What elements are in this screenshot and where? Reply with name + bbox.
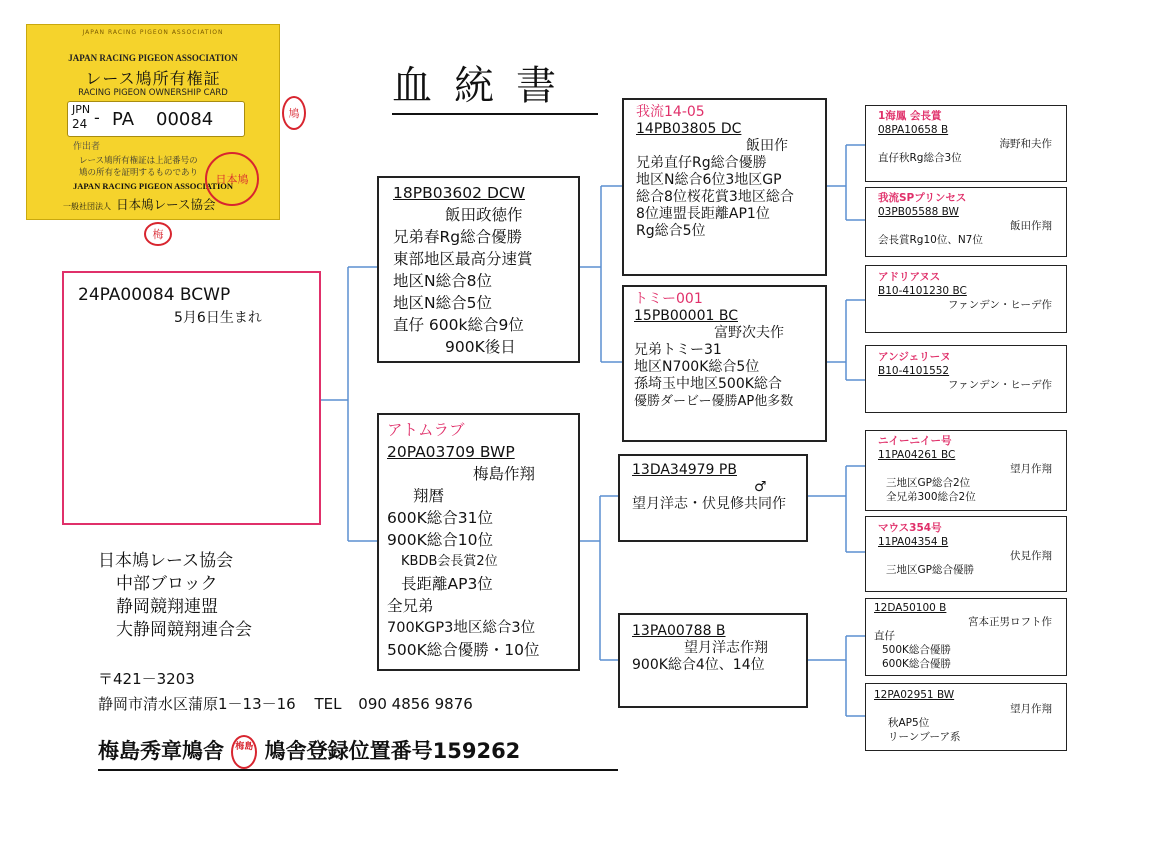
- owner-tel-label: TEL: [314, 695, 342, 713]
- sds-ring: B10-4101230 BC: [878, 285, 967, 297]
- card-assoc-en-bottom: JAPAN RACING PIGEON ASSOCIATION: [72, 181, 234, 191]
- card-assoc-en-top: JAPAN RACING PIGEON ASSOCIATION: [68, 53, 238, 63]
- dss-ring: 11PA04261 BC: [878, 449, 956, 461]
- dam-line-4: KBDB会長賞2位: [401, 554, 498, 569]
- ssd-ring: 03PB05588 BW: [878, 206, 959, 218]
- dam-sire-ring: 13DA34979 PB: [632, 462, 737, 478]
- sire-line-2: 東部地区最高分速賞: [393, 250, 533, 268]
- sire-line-5: 直仔 600k総合9位: [393, 316, 524, 334]
- card-border-text: JAPAN RACING PIGEON ASSOCIATION: [82, 29, 224, 36]
- card-note-2: 鳩の所有を証明するものであり: [79, 168, 199, 178]
- main-birth: 5月6日生まれ: [174, 310, 262, 326]
- card-seal-stamp: 日本鳩: [205, 152, 259, 206]
- card-ring-country: JPN: [72, 103, 91, 116]
- sss-name: 1海鳳 会長賞: [878, 110, 942, 122]
- card-assoc-prefix: 一般社団法人: [63, 202, 111, 211]
- card-author-label: 作出者: [73, 142, 101, 152]
- card-assoc-jp: 日本鳩レース協会: [116, 197, 216, 212]
- dds-line-3: 600K総合優勝: [882, 658, 951, 670]
- sdd-box: [865, 345, 1067, 413]
- dam-box: [377, 413, 580, 671]
- document-title: 血統書: [392, 63, 578, 109]
- dam-line-3: 900K総合10位: [387, 531, 493, 549]
- dds-breeder: 宮本正男ロフト作: [968, 616, 1052, 628]
- main-pigeon-box: [62, 271, 321, 525]
- dds-box: [865, 598, 1067, 676]
- sire-sire-ring: 14PB03805 DC: [636, 121, 742, 137]
- dam-dam-breeder: 望月洋志作翔: [684, 640, 768, 656]
- main-ring: 24PA00084 BCWP: [78, 285, 231, 305]
- sire-sire-name: 我流14-05: [636, 104, 705, 120]
- sire-dam-line-2: 地区N700K総合5位: [634, 359, 760, 375]
- dam-line-8: 500K総合優勝・10位: [387, 641, 540, 659]
- sdd-breeder: ファンデン・ヒーデ作: [947, 379, 1052, 391]
- sire-line-4: 地区N総合5位: [393, 294, 492, 312]
- card-title-en: RACING PIGEON OWNERSHIP CARD: [78, 88, 228, 98]
- document-title-block: [392, 54, 598, 115]
- sss-breeder: 海野和夫作: [999, 138, 1052, 150]
- sire-sire-line-3: 総合8位桜花賞3地区総合: [636, 189, 794, 205]
- dsd-ring: 11PA04354 B: [878, 536, 949, 548]
- dam-sire-box: [618, 454, 808, 542]
- sire-sire-line-1: 兄弟直仔Rg総合優勝: [636, 155, 767, 171]
- sss-line: 直仔秋Rg総合3位: [878, 152, 962, 164]
- dds-ring: 12DA50100 B: [874, 602, 947, 614]
- dam-dam-box: [618, 613, 808, 708]
- loft-seal: 梅島: [231, 735, 257, 769]
- dam-name: アトムラブ: [387, 421, 465, 439]
- dam-dam-ring: 13PA00788 B: [632, 623, 726, 639]
- sire-sire-line-5: Rg総合5位: [636, 223, 706, 239]
- card-ring-field: [67, 101, 245, 137]
- sire-dam-line-4: 優勝ダービー優勝AP他多数: [634, 394, 794, 409]
- ssd-box: [865, 187, 1067, 257]
- sire-sire-box: [622, 98, 827, 276]
- dss-line-1: 三地区GP総合2位: [886, 477, 971, 489]
- dam-ring: 20PA03709 BWP: [387, 443, 515, 461]
- sds-name: アドリアヌス: [878, 271, 941, 283]
- loft-name: 梅島秀章鳩舎: [98, 739, 224, 763]
- card-ring-number: 00084: [156, 109, 214, 130]
- sire-dam-ring: 15PB00001 BC: [634, 308, 738, 324]
- dss-line-2: 全兄弟300総合2位: [886, 491, 976, 503]
- sss-box: [865, 105, 1067, 182]
- sire-line-3: 地区N総合8位: [393, 272, 492, 290]
- owner-address-line: [98, 693, 473, 714]
- owner-tel: 090 4856 9876: [358, 695, 473, 713]
- ddd-ring: 12PA02951 BW: [874, 689, 955, 701]
- dss-breeder: 望月作翔: [1010, 463, 1052, 475]
- sire-sire-breeder: 飯田作: [746, 138, 788, 154]
- card-side-stamp: 鳩: [282, 96, 306, 130]
- sire-box: [377, 176, 580, 363]
- owner-affiliation: [98, 550, 252, 642]
- owner-league: 静岡競翔連盟: [116, 597, 218, 617]
- sire-ring: 18PB03602 DCW: [393, 184, 526, 202]
- card-note-1: レース鳩所有権証は上記番号の: [79, 156, 198, 166]
- dss-name: ニイーニイー号: [878, 435, 952, 447]
- owner-postal: 〒421－3203: [98, 670, 195, 688]
- dam-line-1: 翔暦: [413, 487, 445, 505]
- ddd-line-2: リーンブーア系: [888, 731, 961, 743]
- dam-line-7: 700KGP3地区総合3位: [387, 620, 536, 636]
- sire-sire-line-4: 8位連盟長距離AP1位: [636, 206, 770, 222]
- ddd-line-1: 秋AP5位: [888, 717, 930, 729]
- dss-box: [865, 430, 1067, 511]
- sire-dam-name: トミー001: [634, 291, 703, 307]
- loft-registration-number: 鳩舎登録位置番号159262: [264, 739, 521, 763]
- dsd-breeder: 伏見作翔: [1010, 550, 1052, 562]
- sss-ring: 08PA10658 B: [878, 124, 949, 136]
- sire-sire-line-2: 地区N総合6位3地区GP: [636, 172, 782, 188]
- card-bottom-stamp: 梅: [144, 222, 172, 246]
- owner-address: 静岡市清水区蒲原1－13－16: [98, 695, 296, 713]
- sire-dam-line-3: 孫埼玉中地区500K総合: [634, 376, 782, 392]
- dds-line-1: 直仔: [874, 630, 895, 642]
- sire-last: 900K後日: [445, 338, 516, 356]
- dam-line-2: 600K総合31位: [387, 509, 493, 527]
- dam-sire-sex: ♂: [754, 479, 767, 495]
- card-ring-dash: -: [94, 108, 100, 127]
- owner-assoc: 日本鳩レース協会: [98, 551, 234, 571]
- ddd-breeder: 望月作翔: [1010, 703, 1052, 715]
- dsd-name: マウス354号: [878, 522, 942, 534]
- sds-box: [865, 265, 1067, 333]
- card-ring-code: PA: [112, 109, 135, 130]
- card-assoc-jp-line: [63, 194, 215, 213]
- sds-breeder: ファンデン・ヒーデ作: [947, 299, 1052, 311]
- dam-line-5: 長距離AP3位: [401, 575, 493, 593]
- sdd-ring: B10-4101552: [878, 365, 950, 377]
- sire-dam-box: [622, 285, 827, 442]
- sire-dam-breeder: 富野次夫作: [714, 325, 784, 341]
- sire-dam-line-1: 兄弟トミー31: [634, 342, 722, 358]
- dsd-line: 三地区GP総合優勝: [886, 564, 974, 576]
- dam-dam-line: 900K総合4位、14位: [632, 657, 765, 673]
- dam-line-6: 全兄弟: [387, 597, 434, 615]
- owner-union: 大静岡競翔連合会: [116, 620, 252, 640]
- ddd-box: [865, 683, 1067, 751]
- sdd-name: アンジェリーヌ: [878, 351, 951, 363]
- ssd-name: 我流SPプリンセス: [878, 192, 967, 204]
- dam-breeder: 梅島作翔: [473, 465, 536, 483]
- card-ring-year: 24: [72, 117, 88, 131]
- ssd-line: 会長賞Rg10位、N7位: [878, 234, 983, 246]
- loft-registration: [98, 735, 618, 771]
- ssd-breeder: 飯田作翔: [1010, 220, 1052, 232]
- card-title-jp: レース鳩所有権証: [85, 69, 221, 88]
- owner-block: 中部ブロック: [116, 574, 218, 594]
- dsd-box: [865, 516, 1067, 592]
- sire-breeder: 飯田政徳作: [445, 206, 523, 224]
- dam-sire-breeder: 望月洋志・伏見修共同作: [632, 496, 786, 512]
- sire-line-1: 兄弟春Rg総合優勝: [393, 228, 523, 246]
- dds-line-2: 500K総合優勝: [882, 644, 951, 656]
